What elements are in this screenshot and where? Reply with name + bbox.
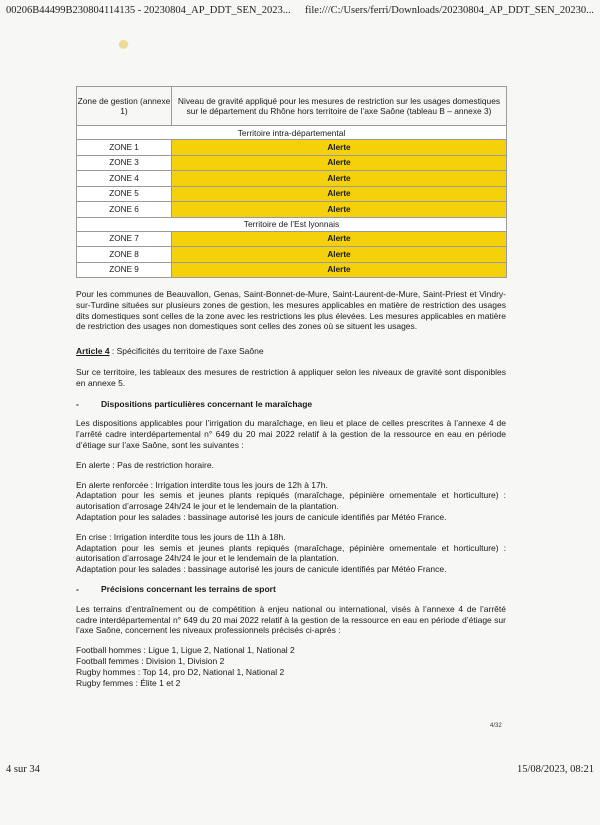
header-zone: Zone de gestion (annexe 1) [77, 87, 172, 126]
table-row [77, 231, 507, 247]
header-level: Niveau de gravité appliqué pour les mesures de restriction sur les usages domestiques sur le département du Rhône hors territoire de l’axe Saône (tableau B – annexe 3) [172, 87, 507, 126]
level-cell: Alerte [172, 155, 507, 171]
maraichage-heading [76, 399, 506, 410]
section-title: Territoire de l’Est lyonnais [77, 217, 507, 231]
list-item: Football femmes : Division 1, Division 2 [76, 655, 225, 666]
level-cell: Alerte [172, 262, 507, 278]
list-dash: - [76, 398, 79, 409]
print-page-count: 4 sur 34 [6, 764, 40, 775]
level-cell: Alerte [172, 247, 507, 263]
zone-cell: ZONE 8 [77, 247, 172, 263]
print-header-title: 00206B44499B230804114135 - 20230804_AP_DDT_SEN_2023... [6, 5, 291, 16]
list-dash: - [76, 583, 79, 594]
level-cell: Alerte [172, 202, 507, 218]
page-number: 4/32 [490, 723, 502, 729]
table-row [77, 202, 507, 218]
sport-list [76, 645, 506, 688]
print-timestamp: 15/08/2023, 08:21 [516, 764, 594, 775]
level-cell: Alerte [172, 171, 507, 187]
level-cell: Alerte [172, 186, 507, 202]
crise-salades: Adaptation pour les salades : bassinage autorisé les jours de canicule identifiés par Météo France. [76, 564, 447, 575]
zone-cell: ZONE 4 [77, 171, 172, 187]
table-row [77, 262, 507, 278]
article-title: : Spécificités du territoire de l’axe Saône [109, 346, 264, 357]
sport-heading [76, 584, 506, 595]
zone-cell: ZONE 3 [77, 155, 172, 171]
table-row [77, 155, 507, 171]
maraichage-intro: Les dispositions applicables pour l’irrigation du maraîchage, en lieu et place de celles prescrites à l’annexe 4 de l’arrêté cadre interdépartemental n° 649 du 20 mai 2022 relatif à la gestion de la ressource en eau en période d’étiage sur l’axe Saône, sont les suivantes : [76, 418, 506, 450]
zone-cell: ZONE 6 [77, 202, 172, 218]
alerte-paragraph: En alerte : Pas de restriction horaire. [76, 459, 214, 470]
section-row [77, 126, 507, 140]
article-4-heading [76, 346, 506, 357]
sport-title: Précisions concernant les terrains de sport [101, 583, 276, 594]
table-row [77, 186, 507, 202]
zone-cell: ZONE 7 [77, 231, 172, 247]
renforcee-salades: Adaptation pour les salades : bassinage autorisé les jours de canicule identifiés par Météo France. [76, 511, 447, 522]
zone-cell: ZONE 5 [77, 186, 172, 202]
zone-cell: ZONE 1 [77, 140, 172, 156]
table-row [77, 140, 507, 156]
crise-line: En crise : Irrigation interdite tous les jours de 11h à 18h. [76, 531, 286, 542]
table-row [77, 171, 507, 187]
document-body [76, 289, 506, 688]
alerte-renforcee-line: En alerte renforcée : Irrigation interdite tous les jours de 12h à 17h. [76, 479, 328, 490]
level-cell: Alerte [172, 231, 507, 247]
article-label: Article 4 [76, 346, 110, 357]
list-item: Rugby hommes : Top 14, pro D2, National 1, National 2 [76, 666, 285, 677]
section-title: Territoire intra-départemental [77, 126, 507, 140]
list-item: Football hommes : Ligue 1, Ligue 2, National 1, National 2 [76, 645, 295, 656]
restriction-table [76, 86, 507, 278]
sport-intro: Les terrains d’entraînement ou de compétition à enjeu national ou international, visés à l’annexe 4 de l’arrêté cadre interdépartemental n° 649 du 20 mai 2022 relatif à la gestion de la ressource en eau en période d’étiage sur l’axe Saône, concernent les niveaux professionnels précisés ci-après : [76, 603, 506, 636]
saone-paragraph: Sur ce territoire, les tableaux des mesures de restriction à appliquer selon les niveaux de gravité sont disponibles en annexe 5. [76, 366, 506, 388]
crise-semis: Adaptation pour les semis et jeunes plants repiqués (maraîchage, pépinière ornementale et horticulture) : autorisation d’arrosage 24h/24 le jour et le lendemain de la plantation. [76, 542, 506, 564]
print-header-url: file:///C:/Users/ferri/Downloads/20230804_AP_DDT_SEN_20230... [304, 5, 594, 16]
level-cell: Alerte [172, 140, 507, 156]
list-item: Rugby femmes : Élite 1 et 2 [76, 677, 181, 688]
section-row [77, 217, 507, 231]
paper-stain [117, 38, 129, 50]
renforcee-semis: Adaptation pour les semis et jeunes plants repiqués (maraîchage, pépinière ornementale et horticulture) : autorisation d’arrosage 24h/24 le jour et le lendemain de la plantation. [76, 490, 506, 512]
communes-paragraph: Pour les communes de Beauvallon, Genas, Saint-Bonnet-de-Mure, Saint-Laurent-de-Mure, Saint-Priest et Vindry-sur-Turdine situées sur plusieurs zones de gestion, les mesures applicables en matière de restriction des usages dits domestiques sont celles de la zone avec les restrictions les plus élevées. Les mesures applicables en matière de restriction des usages non domestiques sont celles des zones où se situent les usages. [76, 289, 506, 332]
table-row [77, 247, 507, 263]
maraichage-title: Dispositions particulières concernant le maraîchage [101, 398, 313, 409]
zone-cell: ZONE 9 [77, 262, 172, 278]
table-header-row [77, 87, 507, 126]
